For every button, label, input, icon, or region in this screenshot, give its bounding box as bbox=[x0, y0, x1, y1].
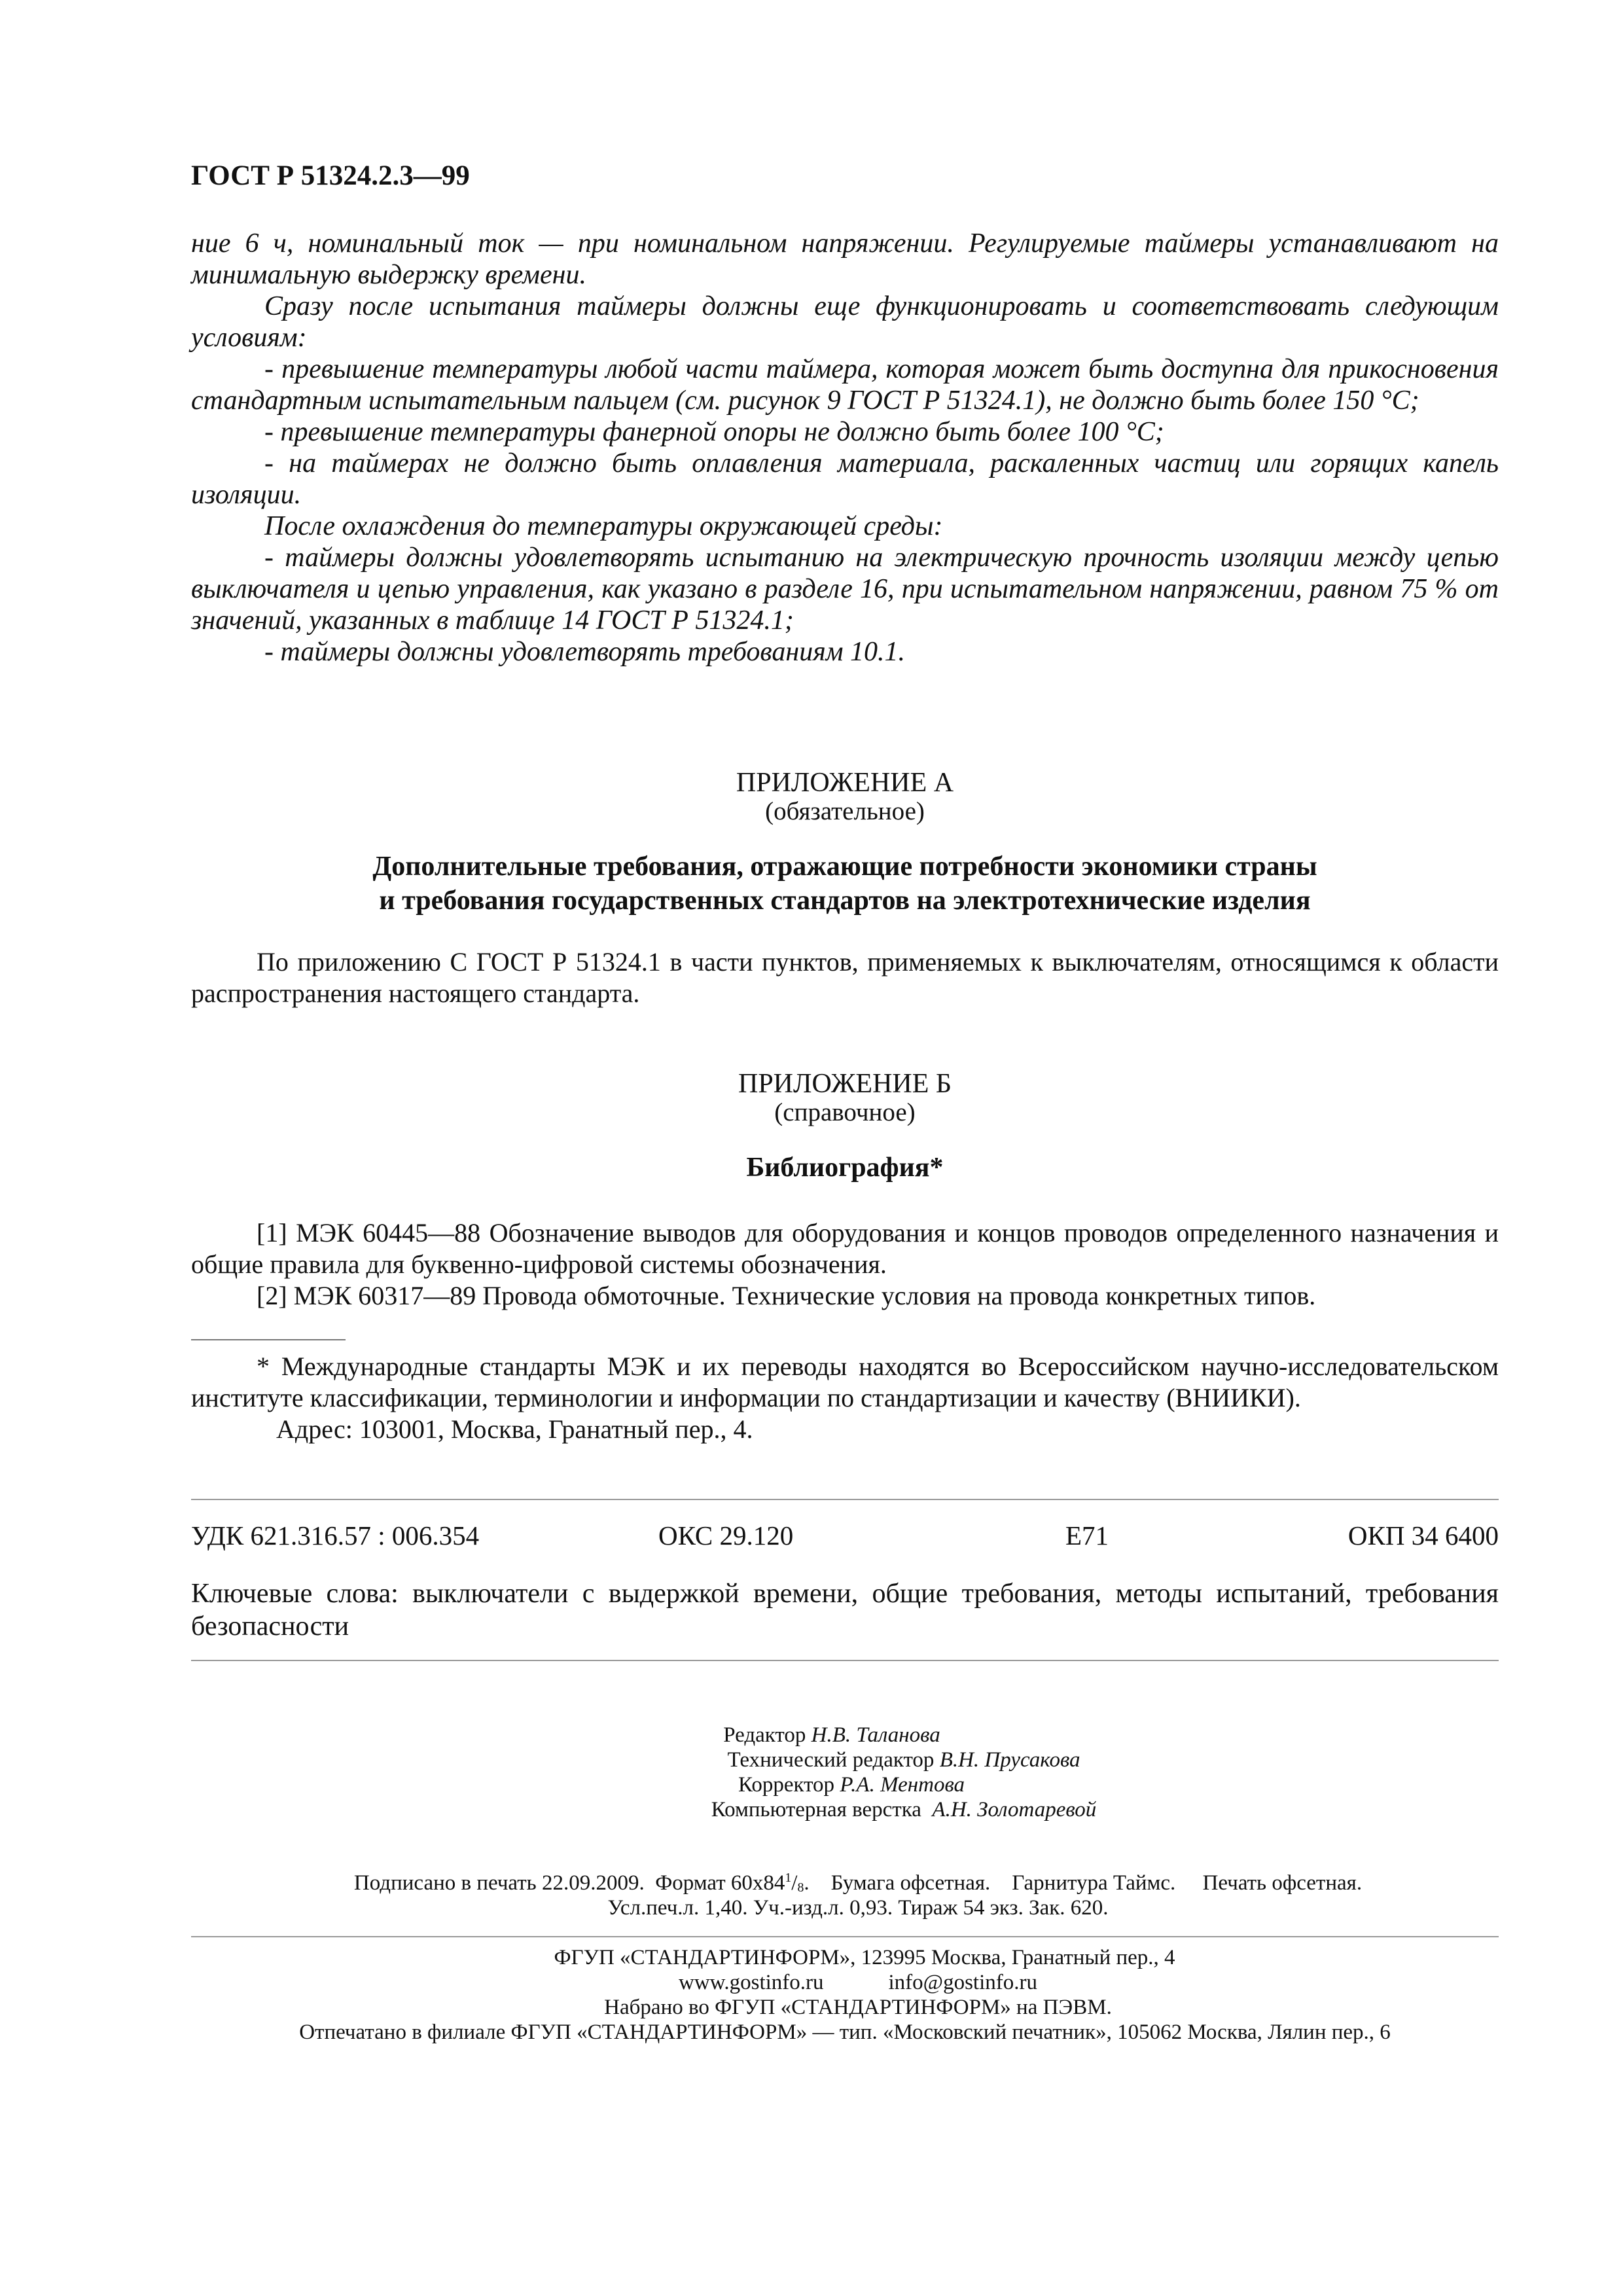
credit-line: Компьютерная верстка А.Н. Золотаревой bbox=[711, 1798, 1097, 1821]
print-info-line: Подписано в печать 22.09.2009. Формат $60х84^1/_8$. Бумага офсетная. Гарнитура Таймс. Печать офсетная. bbox=[353, 1871, 1363, 1895]
okp-code: ОКП 34 6400 bbox=[1347, 1520, 1499, 1551]
list-item: - на таймерах не должно быть оплавления материала, раскаленных частиц или горящих капель изоляции. bbox=[191, 448, 1499, 510]
print-info-line: Усл.печ.л. 1,40. Уч.-изд.л. 0,93. Тираж 54 экз. Зак. 620. bbox=[607, 1896, 1109, 1920]
publisher-line: Набрано во ФГУП «СТАНДАРТИНФОРМ» на ПЭВМ. bbox=[604, 1996, 1112, 2019]
list-item: - превышение температуры фанерной опоры не должно быть более 100 °С; bbox=[264, 417, 1164, 447]
website-link[interactable]: www.gostinfo.ru bbox=[679, 1971, 824, 1994]
list-item: - превышение температуры любой части таймера, которая может быть доступна для прикосновения стандартным испытательным пальцем (см. рисунок 9 ГОСТ Р 51324.1), не должно быть более 150 °С; bbox=[191, 354, 1499, 416]
bibliography-heading: Библиография* bbox=[746, 1153, 944, 1183]
footnote-divider bbox=[191, 1339, 346, 1340]
appendix-a-heading-line: Дополнительные требования, отражающие потребности экономики страны bbox=[372, 852, 1317, 882]
paragraph: После охлаждения до температуры окружающей среды: bbox=[264, 511, 943, 541]
editor-name: Н.В. Таланова bbox=[811, 1723, 940, 1747]
appendix-b-status: (справочное) bbox=[774, 1098, 916, 1126]
footnote-text: * Международные стандарты МЭК и их переводы находятся во Всероссийском научно-исследовательском институте классификации, терминологии и информации по стандартизации и качеству (ВНИИКИ). bbox=[191, 1352, 1499, 1412]
document-code-header: ГОСТ Р 51324.2.3—99 bbox=[191, 160, 470, 191]
bibliography-item: [2] МЭК 60317—89 Провода обмоточные. Технические условия на провода конкретных типов. bbox=[257, 1281, 1316, 1310]
credit-line: Технический редактор В.Н. Прусакова bbox=[727, 1748, 1080, 1772]
oks-code: ОКС 29.120 bbox=[658, 1520, 794, 1551]
appendix-a-status: (обязательное) bbox=[765, 797, 925, 825]
footnote-address: Адрес: 103001, Москва, Гранатный пер., 4. bbox=[276, 1414, 753, 1444]
keywords: Ключевые слова: выключатели с выдержкой времени, общие требования, методы испытаний, требования безопасности bbox=[191, 1579, 1499, 1641]
tech-editor-name: В.Н. Прусакова bbox=[939, 1748, 1080, 1772]
bibliography-item: [1] МЭК 60445—88 Обозначение выводов для оборудования и концов проводов определенного назначения и общие правила для буквенно-цифровой системы обозначения. bbox=[191, 1218, 1499, 1279]
print-info bbox=[191, 1871, 1499, 1920]
divider bbox=[191, 1936, 1499, 1937]
divider bbox=[191, 1499, 1499, 1500]
publisher-info bbox=[191, 1945, 1499, 2045]
udk-code: УДК 621.316.57 : 006.354 bbox=[191, 1520, 480, 1551]
list-item: - таймеры должны удовлетворять испытанию на электрическую прочность изоляции между цепью выключателя и цепью управления, как указано в разделе 16, при испытательном напряжении, равном 75 % от значений, указанных в таблице 14 ГОСТ Р 51324.1; bbox=[191, 543, 1499, 636]
appendix-a-heading bbox=[191, 850, 1499, 918]
publisher-line: Отпечатано в филиале ФГУП «СТАНДАРТИНФОРМ» — тип. «Московский печатник», 105062 Москва, Лялин пер., 6 bbox=[299, 2020, 1391, 2044]
corrector-name: Р.А. Ментова bbox=[840, 1773, 965, 1797]
appendix-a-text bbox=[191, 946, 1499, 1009]
credit-line: Редактор Н.В. Таланова bbox=[723, 1723, 940, 1747]
list-item: - таймеры должны удовлетворять требованиям 10.1. bbox=[264, 637, 906, 667]
category-code: Е71 bbox=[1065, 1520, 1109, 1551]
publisher-contacts bbox=[191, 1970, 1499, 1995]
paragraph: По приложению С ГОСТ Р 51324.1 в части пунктов, применяемых к выключателям, относящимся к области распространения настоящего стандарта. bbox=[191, 947, 1499, 1008]
paragraph: Сразу после испытания таймеры должны еще функционировать и соответствовать следующим условиям: bbox=[191, 291, 1499, 353]
requirements-text bbox=[191, 228, 1499, 668]
appendix-b-title: ПРИЛОЖЕНИЕ Б bbox=[738, 1069, 952, 1099]
appendix-a-heading-line: и требования государственных стандартов на электротехнические изделия bbox=[379, 886, 1311, 916]
credit-line: Корректор Р.А. Ментова bbox=[738, 1773, 965, 1797]
footnote bbox=[191, 1351, 1499, 1445]
publisher-line: ФГУП «СТАНДАРТИНФОРМ», 123995 Москва, Гранатный пер., 4 bbox=[554, 1946, 1175, 1969]
layout-name: А.Н. Золотаревой bbox=[932, 1798, 1097, 1821]
email-link[interactable]: info@gostinfo.ru bbox=[888, 1971, 1037, 1994]
bibliography-list bbox=[191, 1217, 1499, 1312]
divider bbox=[191, 1660, 1499, 1661]
appendix-a-title: ПРИЛОЖЕНИЕ А bbox=[736, 768, 954, 798]
editorial-credits bbox=[191, 1723, 1499, 1822]
paragraph: ние 6 ч, номинальный ток — при номинальном напряжении. Регулируемые таймеры устанавливают на минимальную выдержку времени. bbox=[191, 228, 1499, 290]
